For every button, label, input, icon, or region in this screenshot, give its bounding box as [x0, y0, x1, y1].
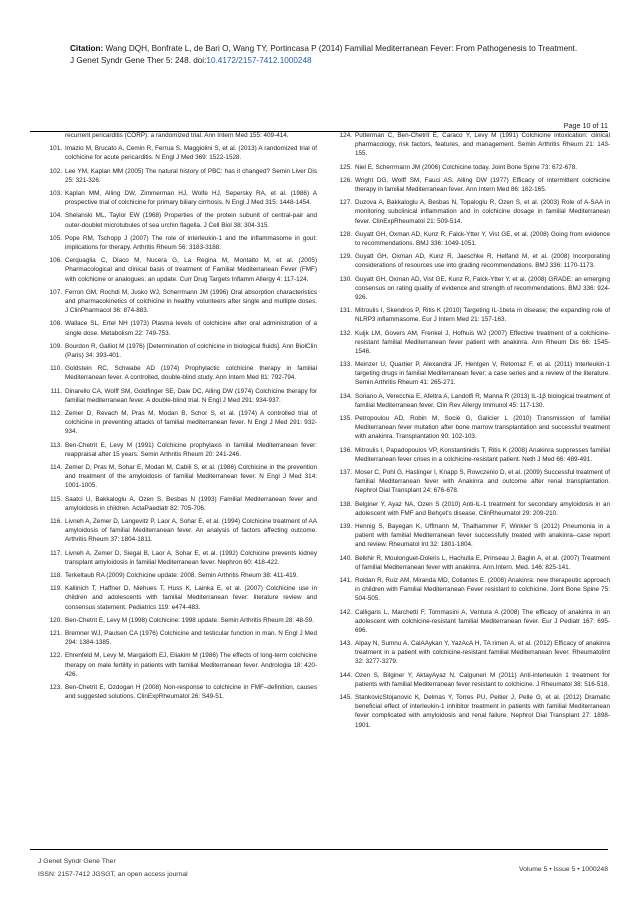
reference-number: 140.: [339, 554, 352, 562]
reference-text: Niel E, Scherrmann JM (2006) Colchicine today. Joint Bone Spine 73: 672-678.: [355, 163, 578, 171]
reference-item: [328, 639, 610, 666]
reference-text: Terkeltaub RA (2009) Colchicine update: 2008. Semin Arthritis Rheum 38: 411-419.: [65, 571, 298, 579]
reference-text: Petropoulou AD, Robin M, Socié G, Galicier L (2010) Transmission of familial Mediterranean fever mutation after bone marrow transplantation and successful treatment with anakinra. Transplantation 90: 102-103.: [355, 415, 610, 441]
reference-item: [328, 275, 610, 302]
reference-text: Livneh A, Zemer D, Siegal B, Laor A, Sohar E, et al. (1992) Colchicine prevents kidney transplant amyloidosis in familial Mediterranean fever. Nephron 60: 418-422.: [65, 549, 317, 566]
reference-text: Imazio M, Brucato A, Cemin R, Ferrua S, Maggiolini S, et al. (2013) A randomized trial of colchicine for acute pericarditis. N Engl J Med 369: 1522-1528.: [65, 145, 317, 162]
reference-number: 135.: [339, 415, 352, 423]
citation: [70, 43, 580, 67]
reference-item: [38, 517, 317, 544]
reference-number: 125.: [339, 163, 352, 171]
reference-item: [328, 693, 610, 730]
reference-number: 122.: [49, 652, 62, 660]
reference-number: 127.: [339, 199, 352, 207]
reference-text: Zemer D, Revach M, Pras M, Modan B, Schor S, et al. (1974) A controlled trial of colchicine in preventing attacks of familial mediterranean fever. N Engl J Med 291: 932-934.: [65, 410, 317, 436]
reference-item: [38, 211, 317, 229]
reference-item: [38, 342, 317, 360]
references-left-column: [38, 131, 317, 705]
reference-number: 133.: [339, 361, 352, 369]
reference-text: Kaplan MM, Alling DW, Zimmerman HJ, Wolfe HJ, Sepersky RA, et al. (1986) A prospective trial of colchicine for primary biliary cirrhosis. N Engl J Med 315: 1448-1454.: [65, 190, 317, 207]
reference-text: Kallinich T, Haffner D, Niehues T, Huss K, Lainka E, et al. (2007) Colchicine use in children and adolescents with familial Mediterranean fever: literature review and consensus statement. Pediatrics 119: e474-483.: [65, 585, 317, 611]
reference-item: [38, 144, 317, 162]
reference-text: Bremner WJ, Paulsen CA (1976) Colchicine and testicular function in man. N Engl J Med 294: 1384-1385.: [65, 630, 317, 647]
reference-item: [38, 549, 317, 567]
reference-list-right: [328, 131, 610, 730]
reference-text: Livneh A, Zemer D, Langevitz P, Laor A, Sohar E, et al. (1994) Colchicine treatment of AA amyloidosis of familial Mediterranean fever. An analysis of factors affecting outcome. Arthritis Rheum 37: 1804-1811.: [65, 517, 317, 544]
reference-number: 139.: [339, 523, 352, 531]
reference-item: [38, 387, 317, 405]
reference-text: Dinarello CA, Wolff SM, Goldfinger SE, Dale DC, Alling DW (1974) Colchicine therapy for familial mediterranean fever. A double-blind trial. N Engl J Med 291: 934-937.: [65, 387, 317, 404]
reference-text: Meinzer U, Quartier P, Alexandra JF, Hentgen V, Retornaz F, et al. (2011) Interleukin-1 targeting drugs in familial Mediterranean fever: a case series and a review of the literature. Semin Arthritis Rheum 41: 265-271.: [355, 361, 610, 387]
reference-item: [328, 392, 610, 410]
reference-text: Guyatt GH, Oxman AD, Kunz R, Jaeschke R, Helfand M, et al. (2008) Incorporating considerations of resources use into grading recommendations. BMJ 336: 1170-1173.: [355, 253, 610, 270]
reference-item: [328, 500, 610, 518]
reference-number: 123.: [49, 683, 62, 691]
reference-number: 116.: [50, 517, 62, 525]
reference-text: Guyatt GH, Oxman AD, Kunz R, Falck-Ytter Y, Vist GE, et al. (2008) Going from evidence to recommendations. BMJ 336: 1049-1051.: [355, 230, 610, 247]
reference-text: Cerquaglia C, Diaco M, Nucera G, La Regina M, Montalto M, et al. (2005) Pharmacological and clinical basis of treatment of Familial Mediterranean Fever (FMF) with colchicine or analogues: an update. Curr Drug Targets Inflamm Allergy 4: 117-124.: [65, 257, 317, 283]
reference-number: 118.: [50, 571, 62, 579]
reference-item: [328, 554, 610, 572]
reference-number: 121.: [49, 630, 62, 637]
reference-number: 124.: [339, 132, 352, 139]
reference-text: Wright DG, Wolff SM, Fauci AS, Alling DW (1977) Efficacy of intermittent colchicine therapy in familial Mediterranean fever. Ann Intern Med 86: 162-165.: [355, 176, 610, 193]
footer-journal: J Genet Syndr Gene Ther: [38, 858, 116, 865]
reference-text: Moser C, Pohl G, Haslinger I, Knapp S, Rowczenio D, et al. (2009) Successful treatment of familial Mediterranean fever with Anakinra and outcome after renal transplantation. Nephrol Dial Transplant 24: 676-678.: [355, 469, 610, 495]
reference-number: 112.: [50, 410, 62, 418]
reference-item: [328, 671, 610, 689]
reference-text: Soriano A, Verecchia E, Afeltra A, Landolfi R, Manna R (2013) IL-1β biological treatment of familial Mediterranean fever. Clin Rev Allergy Immunol 45: 117-130.: [355, 392, 610, 409]
reference-number: 137.: [339, 469, 352, 477]
reference-number: 141.: [339, 577, 352, 584]
reference-text: Hennig S, Bayegan K, Uffmann M, Thalhammer F, Winkler S (2012) Pneumonia in a patient with familial Mediterranean fever successfully treated with anakinra--case report and review. Rheumatol Int 32: 1801-1804.: [355, 523, 610, 549]
reference-item: [328, 576, 610, 603]
reference-item: [38, 584, 317, 611]
reference-item: [38, 319, 317, 337]
footer-volume: Volume 5 • Issue 5 • 1000248: [518, 866, 608, 873]
reference-item: [38, 683, 317, 701]
footer-issn: ISSN: 2157-7412 JGSGT, an open access journal: [38, 871, 188, 878]
reference-number: 105.: [49, 234, 62, 242]
reference-item: [328, 131, 610, 158]
reference-item: [38, 571, 317, 580]
reference-text: Ferron GM, Rochdi M, Jusko WJ, Scherrmann JM (1996) Oral absorption characteristics and pharmacokinetics of colchicine in healthy volunteers after single and multiple doses. J ClinPharmacol 36: 874-883.: [65, 288, 317, 315]
reference-text: Ozen S, Bilginer Y, AktayAyaz N, Calguneri M (2011) Anti-interleukin 1 treatment for patients with familial Mediterranean fever resistant to colchicine. J Rheumatol 38: 516-518.: [355, 671, 610, 688]
reference-number: 102.: [49, 167, 62, 175]
reference-item: [328, 329, 610, 356]
reference-text: Guyatt GH, Oxman AD, Vist GE, Kunz R, Falck-Ytter Y, et al. (2008) GRADE: an emerging consensus on rating quality of evidence and strength of recommendations. BMJ 336: 924-926.: [355, 275, 610, 301]
reference-text: Ben-Chetrit E, Levy M (1998) Colchicine: 1998 update. Semin Arthritis Rheum 28: 48-59.: [65, 616, 314, 624]
reference-number: 132.: [339, 329, 352, 337]
citation-text: Wang DQH, Bonfrate L, de Bari O, Wang TY, Portincasa P (2014) Familial Mediterranean Fever: From Pathogenesis to Treatment. J Genet Syndr Gene Ther 5: 248. doi:: [70, 44, 578, 65]
reference-text: recurrent pericarditis (CORP): a randomized trial. Ann Intern Med 155: 409-414.: [65, 132, 289, 139]
reference-text: Goldstein RC, Schwabe AD (1974) Prophylactic colchicine therapy in familial Mediterranean fever. A controlled, double-blind study. Ann Intern Med 81: 792-794.: [65, 365, 317, 382]
reference-text: Bourdon R, Galliot M (1976) [Determination of colchicine in biological fluids]. Ann BiolClin (Paris) 34: 393-401.: [65, 342, 317, 359]
page-number: Page 10 of 11: [563, 121, 608, 130]
reference-number: 103.: [49, 190, 62, 198]
reference-text: Zemer D, Pras M, Sohar E, Modan M, Cabili S, et al. (1986) Colchicine in the prevention and treatment of the amyloidosis of familial Mediterranean fever. N Engl J Med 314: 1001-1005.: [65, 464, 317, 490]
reference-item: [38, 495, 317, 513]
reference-text: Pope RM, Tschopp J (2007) The role of interleukin-1 and the inflammasome in gout: implications for therapy. Arthritis Rheum 56: 3183-3188.: [65, 234, 317, 252]
reference-item: [328, 360, 610, 387]
reference-number: 130.: [339, 275, 352, 283]
reference-text: Ehrenfeld M, Levy M, Margalioth EJ, Eliakim M (1986) The effects of long-term colchicine therapy on male fertility in patients with familial Mediterranean fever. Andrologia 18: 420-426.: [65, 652, 317, 678]
reference-text: Putterman C, Ben-Chetrit E, Caraco Y, Levy M (1991) Colchicine intoxication: clinical pharmacology, risk factors, features, and management. Semin Arthritis Rheum 21: 143-155.: [355, 132, 610, 158]
citation-label: Citation:: [70, 44, 104, 53]
reference-item: [38, 463, 317, 490]
reference-list-left: [38, 131, 317, 701]
reference-item: [328, 608, 610, 635]
reference-item: [328, 468, 610, 495]
reference-number: 144.: [339, 671, 352, 679]
reference-number: 136.: [339, 446, 352, 454]
reference-text: Roldan R, Ruiz AM, Miranda MD, Collantes E. (2008) Anakinra: new therapeutic approach in children with Familial Mediterranean Fever resistant to colchicine. Joint Bone Spine 75: 504-505.: [355, 577, 610, 603]
reference-text: Calligaris L, Marchetti F, Tommasini A, Ventura A (2008) The efficacy of anakinra in an adolescent with colchicine-resistant familial Mediterranean fever. Eur J Pediatr 167: 695-696.: [355, 608, 610, 634]
reference-number: 111.: [50, 387, 62, 395]
reference-number: 117.: [50, 549, 62, 557]
reference-item: [38, 288, 317, 315]
reference-text: Lee YM, Kaplan MM (2005) The natural history of PBC: has it changed? Semin Liver Dis 25: 321-326.: [65, 167, 317, 184]
reference-item: [328, 446, 610, 464]
reference-item: [328, 176, 610, 194]
reference-number: 109.: [49, 342, 62, 350]
reference-item: [328, 163, 610, 172]
reference-item: [38, 629, 317, 647]
reference-text: Duzova A, Bakkaloglu A, Besbas N, Topaloglu R, Ozen S, et al. (2003) Role of A-SAA in monitoring subclinical inflammation and in colchicine dosage in familial Mediterranean fever. ClinExpRheumatol 21: 509-514.: [355, 199, 610, 225]
footer-left: [38, 855, 188, 881]
reference-number: 113.: [50, 441, 62, 449]
reference-text: StankovicStojanovic K, Delmas Y, Torres PU, Peltier J, Pelle G, et al. (2012) Dramatic beneficial effect of interleukin-1 inhibitor treatment in patients with familial Mediterranean fever complicated with amyloidosis and renal failure. Nephrol Dial Transplant 27: 1898-1901.: [355, 694, 610, 729]
reference-text: Saatci U, Bakkaloglu A, Ozen S, Besbas N (1993) Familial Mediterranean fever and amyloidosis in children. ActaPaediatr 82: 705-706.: [65, 495, 317, 512]
reference-number: 142.: [339, 608, 352, 616]
reference-text: Mitroulis I, Skendros P, Ritis K (2010) Targeting IL-1beta in disease; the expanding role of NLRP3 inflammasome. Eur J Intern Med 21: 157-163.: [355, 307, 610, 324]
reference-item: [38, 189, 317, 207]
reference-number: 110.: [50, 365, 62, 373]
reference-item: [38, 234, 317, 252]
reference-number: 129.: [339, 253, 352, 261]
reference-item: [328, 252, 610, 270]
reference-item: [38, 651, 317, 678]
doi-link[interactable]: 10.4172/2157-7412.1000248: [206, 56, 312, 65]
reference-text: Wallace SL, Ertel NH (1973) Plasma levels of colchicine after oral administration of a single dose. Metabolism 22: 749-753.: [65, 320, 317, 337]
reference-number: 104.: [49, 212, 62, 220]
reference-text: Shelanski ML, Taylor EW (1968) Properties of the protein subunit of central-pair and outer-doublet microtubules of sea urchin flagella. J Cell Biol 38: 304-315.: [65, 212, 317, 229]
reference-number: 119.: [50, 585, 62, 593]
reference-number: 126.: [339, 176, 352, 184]
reference-item: [38, 364, 317, 382]
reference-number: 101.: [49, 145, 62, 153]
footer-rule: [30, 849, 608, 850]
reference-item: [328, 306, 610, 324]
reference-text: Mitroulis I, Papadopoulos VP, Konstantinidis T, Ritis K (2008) Anakinra suppresses familial Mediterranean fever crises in a colchicine-resistant patient. Neth J Med 66: 489-491.: [355, 446, 610, 463]
reference-text: Alpay N, Sumnu A, CalAAykan Y, YazAcA H, TA rimen A, et al. (2012) Efficacy of anakinra treatment in a patient with colchicine-resistant familial Mediterranean fever. RheumatolInt 32: 3277-3279.: [355, 640, 610, 666]
references-right-column: [328, 131, 610, 734]
reference-number: 106.: [49, 257, 62, 265]
reference-item: [328, 230, 610, 248]
reference-number: 131.: [339, 307, 352, 315]
reference-number: 107.: [49, 288, 62, 296]
reference-number: 115.: [50, 495, 62, 503]
reference-number: 138.: [339, 500, 352, 508]
reference-text: Ben-Chetrit E, Ozdogan H (2008) Non-response to colchicine in FMF–definition, causes and suggested solutions. ClinExpRheumatol 26: S49-51.: [65, 683, 317, 701]
reference-text: Ben-Chetrit E, Levy M (1991) Colchicine prophylaxis in familial Mediterranean fever: reappraisal after 15 years. Semin Arthritis Rheum 20: 241-246.: [65, 441, 317, 458]
reference-item: [38, 167, 317, 185]
reference-text: Belkhir R, Moulonguet-Doleris L, Hachulla E, Prinseau J, Baglin A, et al. (2007) Treatment of familial Mediterranean fever with anakinra. Ann.Intern. Med. 146: 825-141.: [355, 554, 610, 571]
reference-item: [328, 198, 610, 225]
reference-item: [38, 616, 317, 625]
reference-text: Belginer Y, Ayaz NA, Ozen S (2010) Anti-IL-1 treatment for secondary amyloidosis in an adolescent with FMF and Behçet's disease. ClinRheumatol 29: 209-210.: [355, 500, 610, 517]
reference-text: Kuijk LM, Govers AM, Frenkel J, Hofhuis WJ (2007) Effective treatment of a colchicine-resistant familial Mediterranean fever patient with anakinra. Ann Rheum Dis 66: 1545-1546.: [355, 329, 610, 355]
reference-item: [328, 522, 610, 549]
reference-number: 134.: [339, 392, 352, 400]
reference-number: 108.: [49, 320, 62, 328]
reference-number: 128.: [339, 230, 352, 238]
reference-item: [38, 131, 317, 140]
reference-number: 143.: [339, 640, 352, 648]
reference-number: [38, 131, 65, 140]
reference-number: 120.: [49, 616, 62, 624]
reference-item: [38, 409, 317, 436]
reference-item: [38, 256, 317, 283]
reference-number: 145.: [339, 694, 352, 702]
reference-item: [328, 414, 610, 441]
reference-item: [38, 441, 317, 459]
reference-number: 114.: [50, 464, 62, 471]
